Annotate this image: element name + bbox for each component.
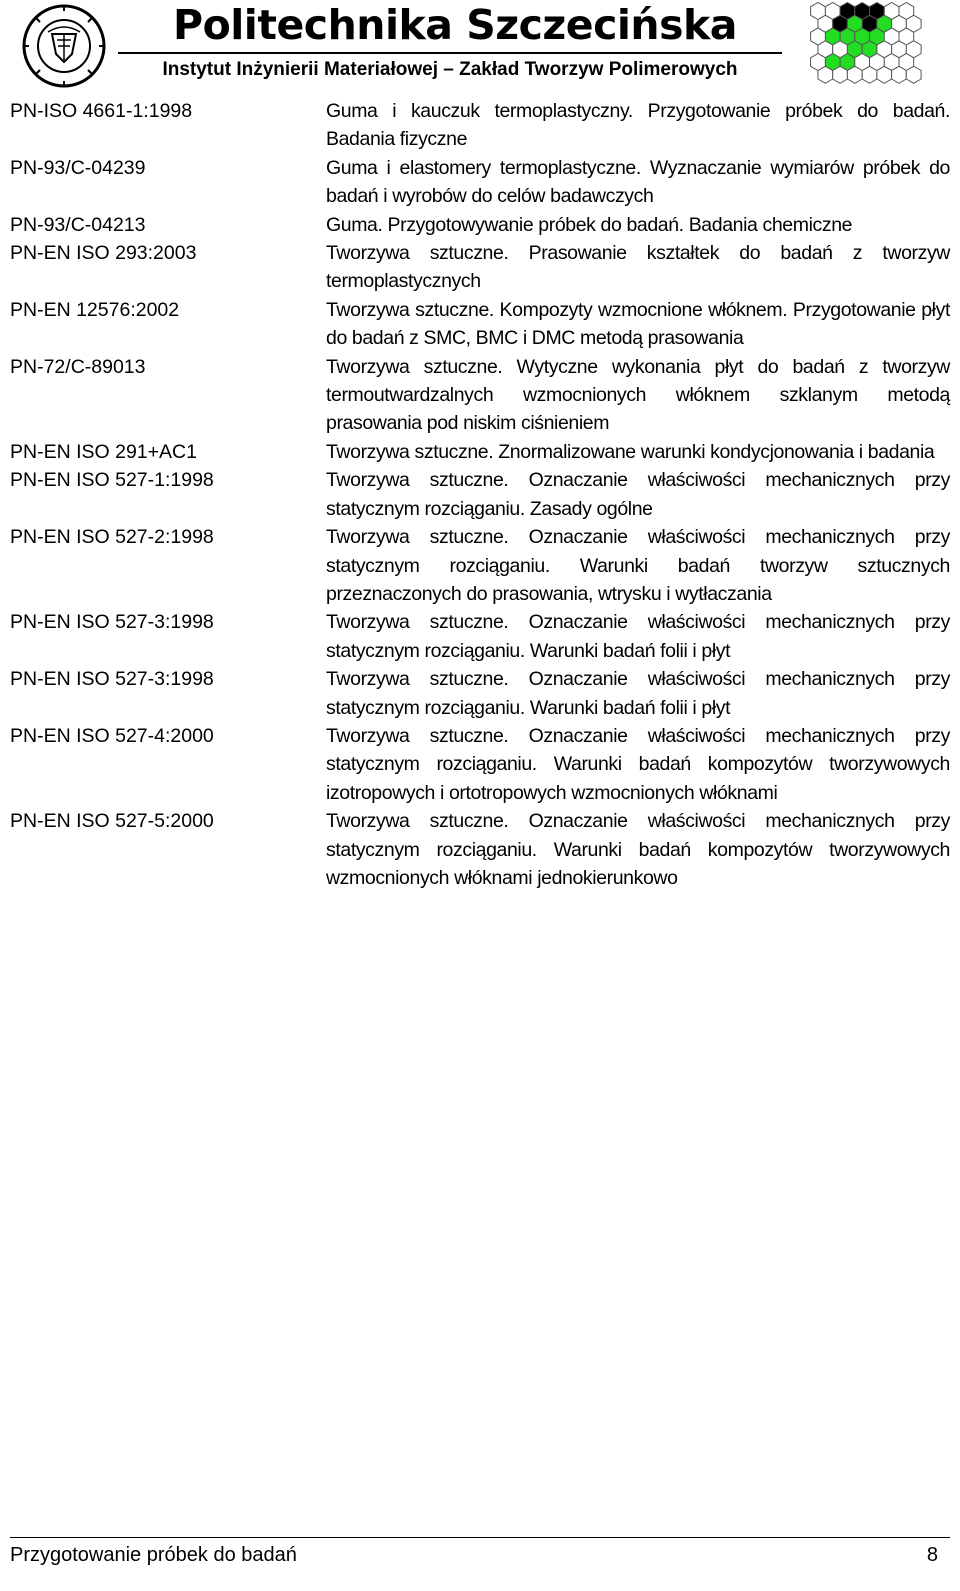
hexagon-cell: [847, 66, 862, 83]
standard-row: [10, 608, 950, 665]
standard-description: Tworzywa sztuczne. Oznaczanie właściwości mechanicznych przy statycznym rozciąganiu. Warunki badań kompozytów tworzywowych izotropowych i ortotropowych wzmocnionych włóknami: [326, 724, 950, 804]
standard-description: Guma i kauczuk termoplastyczny. Przygotowanie próbek do badań. Badania fizyczne: [326, 100, 950, 151]
footer-divider: [10, 1537, 950, 1538]
standard-row: [10, 523, 950, 608]
footer-section-title: Przygotowanie próbek do badań: [10, 1544, 297, 1566]
hexagon-cell: [892, 66, 907, 83]
standard-description: Guma. Przygotowywanie próbek do badań. Badania chemiczne: [326, 213, 853, 236]
standard-row: [10, 97, 950, 154]
standard-row: [10, 466, 950, 523]
page-header: [0, 0, 960, 88]
standard-row: [10, 722, 950, 807]
standards-list: [10, 97, 950, 892]
standard-row: [10, 353, 950, 438]
standard-row: [10, 239, 950, 296]
standard-code: PN-EN ISO 291+AC1: [10, 440, 197, 463]
standard-code: PN-93/C-04239: [10, 156, 146, 179]
standard-description: Tworzywa sztuczne. Oznaczanie właściwości mechanicznych przy statycznym rozciąganiu. Warunki badań tworzyw sztucznych przeznaczonych do prasowania, wtrysku i wytłaczania: [326, 526, 950, 605]
standard-description: Tworzywa sztuczne. Oznaczanie właściwości mechanicznych przy statycznym rozciąganiu. Warunki badań folii i płyt: [326, 611, 950, 662]
hexagon-molecule-logo-icon: [808, 2, 928, 88]
institute-subtitle: Instytut Inżynierii Materiałowej – Zakład Tworzyw Polimerowych: [162, 59, 738, 80]
standard-code: PN-EN ISO 527-3:1998: [10, 668, 214, 691]
standard-code: PN-ISO 4661-1:1998: [10, 100, 193, 122]
standard-code: PN-EN ISO 527-2:1998: [10, 526, 214, 549]
hexagon-cell: [906, 66, 921, 83]
standard-row: [10, 154, 950, 211]
standard-description: Tworzywa sztuczne. Wytyczne wykonania płyt do badań z tworzyw termoutwardzalnych wzmocnionych włóknem szklanym metodą prasowania pod niskim ciśnieniem: [326, 355, 950, 435]
standard-description: Guma i elastomery termoplastyczne. Wyznaczanie wymiarów próbek do badań i wyrobów do celów badawczych: [326, 156, 950, 208]
standard-code: PN-EN ISO 527-3:1998: [10, 611, 214, 634]
standard-row: [10, 296, 950, 353]
hexagon-cell: [877, 66, 892, 83]
university-seal-icon: [22, 4, 106, 88]
standard-description: Tworzywa sztuczne. Kompozyty wzmocnione włóknem. Przygotowanie płyt do badań z SMC, BMC i DMC metodą prasowania: [326, 298, 950, 350]
standard-code: PN-EN ISO 527-1:1998: [10, 469, 214, 492]
standard-row: [10, 438, 950, 466]
hexagon-cell: [818, 66, 833, 83]
standard-row: [10, 665, 950, 722]
standard-description: Tworzywa sztuczne. Prasowanie kształtek do badań z tworzyw termoplastycznych: [326, 242, 950, 293]
standard-code: PN-72/C-89013: [10, 355, 146, 378]
standard-row: [10, 211, 950, 239]
standard-description: Tworzywa sztuczne. Oznaczanie właściwości mechanicznych przy statycznym rozciąganiu. Warunki badań folii i płyt: [326, 668, 950, 719]
standard-description: Tworzywa sztuczne. Oznaczanie właściwości mechanicznych przy statycznym rozciąganiu. Warunki badań kompozytów tworzywowych wzmocnionych włóknami jednokierunkowo: [326, 810, 950, 889]
standard-description: Tworzywa sztuczne. Znormalizowane warunki kondycjonowania i badania: [326, 440, 935, 463]
standard-code: PN-EN ISO 527-4:2000: [10, 724, 214, 747]
hexagon-cell: [862, 66, 877, 83]
header-divider: [118, 52, 782, 54]
university-title: Politechnika Szczecińska: [173, 1, 737, 49]
standard-code: PN-EN 12576:2002: [10, 298, 180, 321]
standard-row: [10, 807, 950, 892]
standard-code: PN-EN ISO 527-5:2000: [10, 810, 214, 833]
page-number: 8: [926, 1544, 938, 1566]
hexagon-cell: [833, 66, 848, 83]
standard-code: PN-93/C-04213: [10, 213, 146, 236]
standard-code: PN-EN ISO 293:2003: [10, 242, 197, 265]
standard-description: Tworzywa sztuczne. Oznaczanie właściwości mechanicznych przy statycznym rozciąganiu. Zasady ogólne: [326, 469, 950, 520]
